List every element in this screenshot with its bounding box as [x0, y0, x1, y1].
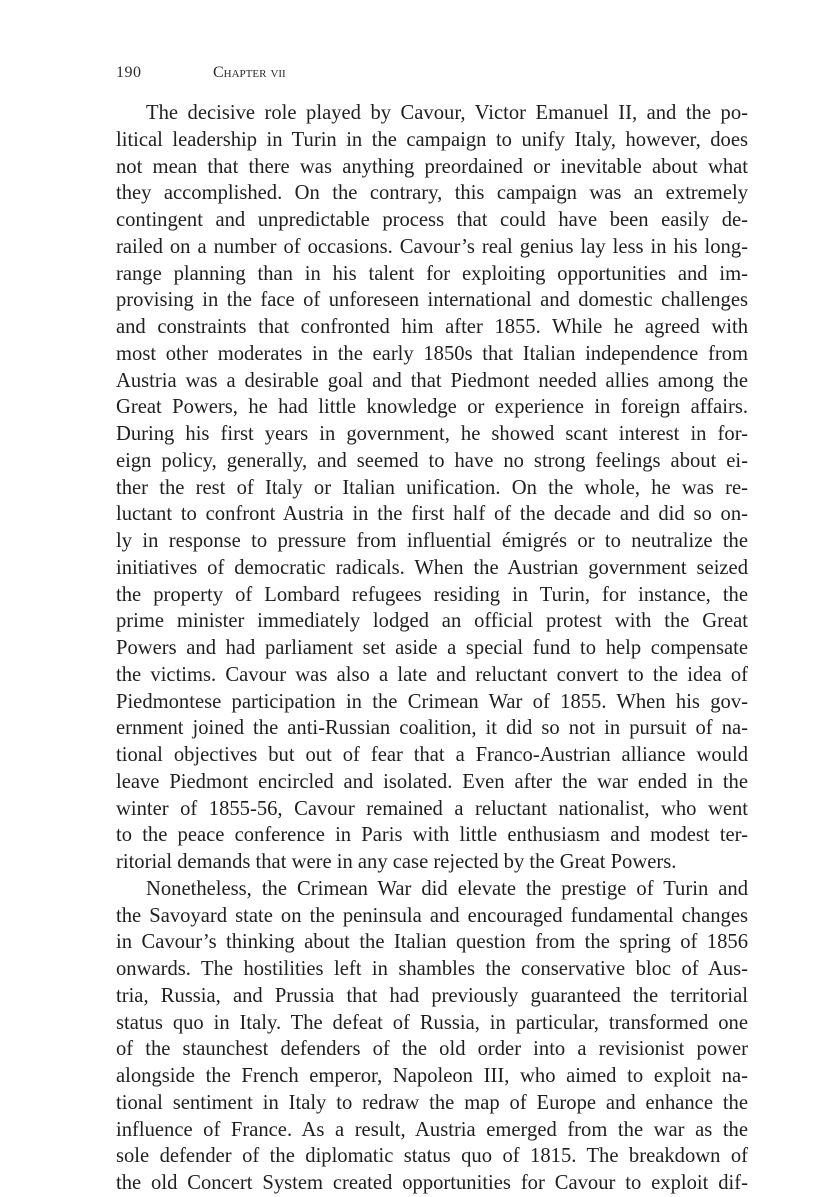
text-line: initiatives of democratic radicals. When the Austrian government seized — [116, 556, 748, 579]
text-line: winter of 1855-56, Cavour remained a reluctant nationalist, who went — [116, 797, 748, 820]
text-line: status quo in Italy. The defeat of Russia, in particular, transformed one — [116, 1011, 748, 1034]
text-line: eign policy, generally, and seemed to have no strong feelings about ei- — [116, 449, 748, 472]
page-number: 190 — [116, 64, 142, 81]
text-line: of the staunchest defenders of the old order into a revisionist power — [116, 1038, 748, 1061]
text-line: Nonetheless, the Crimean War did elevate the prestige of Turin and — [146, 877, 748, 900]
text-line: ly in response to pressure from influential émigrés or to neutralize the — [116, 530, 748, 552]
text-line: Piedmontese participation in the Crimean War of 1855. When his gov- — [116, 690, 748, 713]
text-line: litical leadership in Turin in the campaign to unify Italy, however, does — [116, 128, 748, 151]
text-line: ritorial demands that were in any case rejected by the Great Powers. — [116, 851, 677, 873]
text-line: sole defender of the diplomatic status quo of 1815. The breakdown of — [116, 1145, 748, 1168]
text-line: luctant to confront Austria in the first half of the decade and did so on- — [116, 503, 748, 526]
text-line: Great Powers, he had little knowledge or experience in foreign affairs. — [116, 396, 748, 419]
text-line: and constraints that confronted him after 1855. While he agreed with — [116, 316, 748, 338]
text-line: alongside the French emperor, Napoleon III, who aimed to exploit na- — [116, 1065, 748, 1087]
text-line: not mean that there was anything preordained or inevitable about what — [116, 155, 748, 178]
text-line: ther the rest of Italy or Italian unification. On the whole, he was re- — [116, 476, 748, 499]
text-line: ernment joined the anti-Russian coalition, it did so not in pursuit of na- — [116, 717, 748, 740]
text-line: railed on a number of occasions. Cavour’s real genius lay less in his long- — [116, 235, 748, 258]
text-line: provising in the face of unforeseen international and domestic challenges — [116, 289, 748, 312]
text-line: The decisive role played by Cavour, Victor Emanuel II, and the po- — [146, 102, 748, 124]
paragraph — [116, 876, 748, 1197]
text-line: the victims. Cavour was also a late and reluctant convert to the idea of — [116, 663, 748, 686]
text-line: tional objectives but out of fear that a Franco-Austrian alliance would — [116, 744, 748, 766]
text-line: the Savoyard state on the peninsula and encouraged fundamental changes — [116, 904, 748, 927]
text-line: they accomplished. On the contrary, this campaign was an extremely — [116, 182, 748, 205]
text-line: contingent and unpredictable process that could have been easily de- — [116, 209, 748, 231]
text-line: leave Piedmont encircled and isolated. Even after the war ended in the — [116, 770, 748, 793]
chapter-title: Chapter vii — [213, 64, 286, 81]
text-line: influence of France. As a result, Austria emerged from the war as the — [116, 1118, 748, 1141]
text-line: During his first years in government, he showed scant interest in for- — [116, 423, 748, 445]
text-line: the property of Lombard refugees residing in Turin, for instance, the — [116, 583, 748, 606]
text-line: prime minister immediately lodged an official protest with the Great — [116, 610, 748, 633]
text-line: range planning than in his talent for exploiting opportunities and im- — [116, 262, 748, 285]
text-line: tional sentiment in Italy to redraw the map of Europe and enhance the — [116, 1091, 748, 1114]
text-line: Powers and had parliament set aside a special fund to help compensate — [116, 637, 748, 659]
text-line: the old Concert System created opportunities for Cavour to exploit dif- — [116, 1172, 748, 1194]
body-text — [116, 100, 748, 1197]
text-line: Austria was a desirable goal and that Piedmont needed allies among the — [116, 369, 748, 392]
running-head — [116, 64, 286, 82]
text-line: most other moderates in the early 1850s that Italian independence from — [116, 342, 748, 365]
text-line: onwards. The hostilities left in shambles the conservative bloc of Aus- — [116, 958, 748, 980]
text-line: to the peace conference in Paris with little enthusiasm and modest ter- — [116, 824, 748, 847]
paragraph — [116, 100, 748, 876]
text-line: in Cavour’s thinking about the Italian question from the spring of 1856 — [116, 931, 748, 954]
text-line: tria, Russia, and Prussia that had previously guaranteed the territorial — [116, 984, 748, 1007]
